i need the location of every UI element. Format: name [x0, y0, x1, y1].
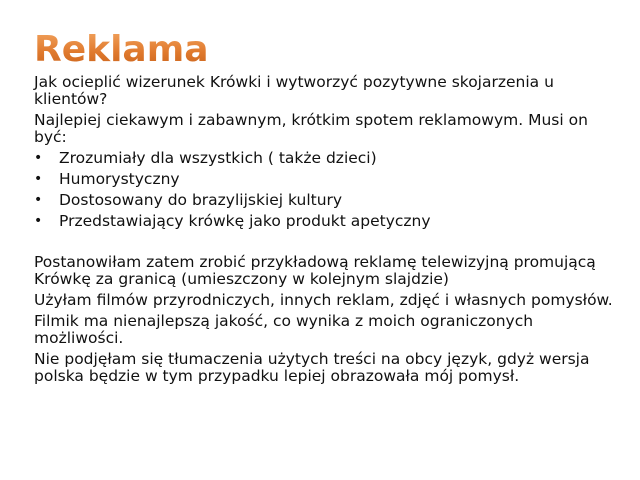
requirement-item: [34, 213, 614, 230]
requirement-item: [34, 192, 614, 209]
note-paragraph: Filmik ma nienajlepszą jakość, co wynika z moich ograniczonych możliwości.: [34, 312, 534, 347]
slide-title: Reklama: [34, 29, 209, 70]
slide-content: [34, 74, 614, 389]
note-paragraph: Użyłam filmów przyrodniczych, innych reklam, zdjęć i własnych pomysłów.: [34, 291, 613, 309]
note-paragraph: Postanowiłam zatem zrobić przykładową reklamę telewizyjną promującą Krówkę za granicą (umieszczony w kolejnym slajdzie): [34, 253, 596, 288]
bullet-icon: •: [34, 150, 43, 166]
requirement-item: [34, 171, 614, 188]
requirement-item: [34, 150, 614, 167]
requirement-text: Dostosowany do brazylijskiej kultury: [59, 191, 343, 209]
requirement-text: Zrozumiały dla wszystkich ( także dzieci): [59, 149, 377, 167]
bullet-icon: •: [34, 171, 43, 187]
note-paragraph: Nie podjęłam się tłumaczenia użytych treści na obcy język, gdyż wersja polska będzie w tym przypadku lepiej obrazowała mój pomysł.: [34, 350, 590, 385]
intro-question: Jak ocieplić wizerunek Krówki i wytworzyć pozytywne skojarzenia u klientów?: [34, 73, 554, 108]
requirements-list: [34, 150, 614, 230]
section-spacer: [34, 234, 614, 254]
bullet-icon: •: [34, 213, 43, 229]
requirement-text: Przedstawiający krówkę jako produkt apetyczny: [59, 212, 431, 230]
bullet-icon: •: [34, 192, 43, 208]
requirement-text: Humorystyczny: [59, 170, 180, 188]
intro-answer: Najlepiej ciekawym i zabawnym, krótkim spotem reklamowym. Musi on być:: [34, 111, 588, 146]
